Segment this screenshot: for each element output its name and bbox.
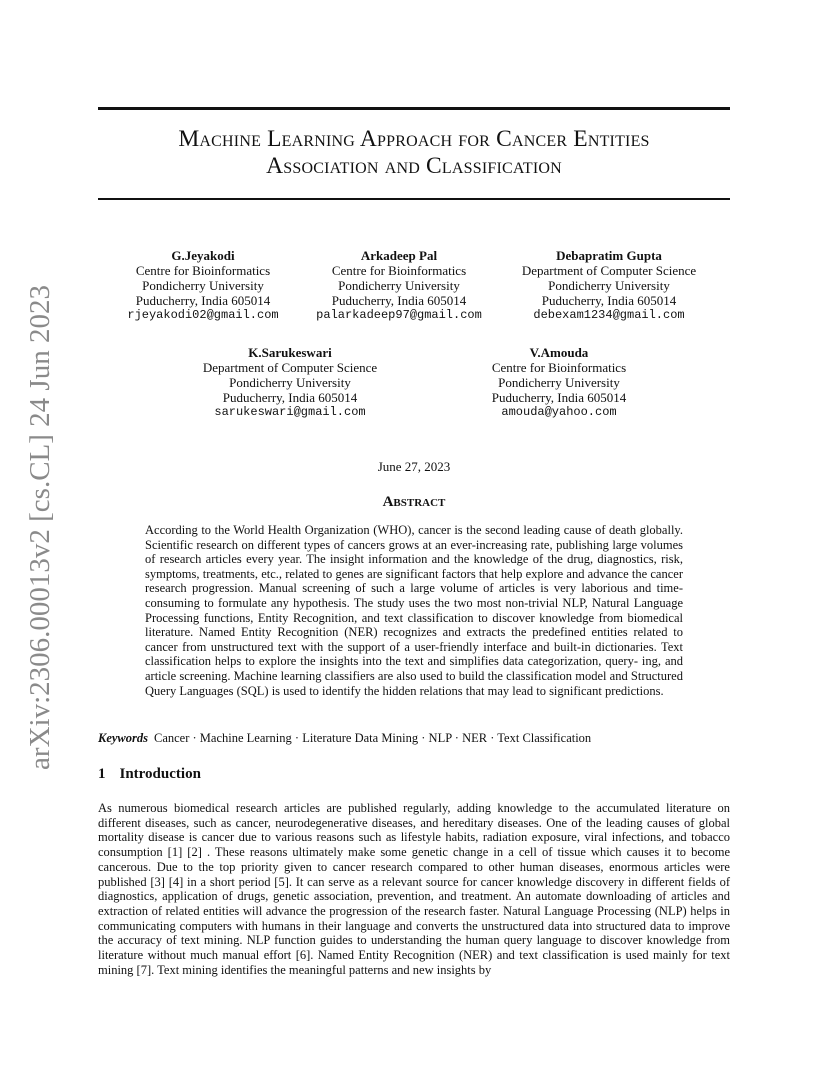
abstract-heading: Abstract [382, 494, 446, 510]
section-number: 1 [98, 766, 106, 782]
author-block [103, 248, 303, 323]
author-dept: Centre for Bioinformatics [491, 360, 627, 375]
author-dept: Department of Computer Science [202, 360, 378, 375]
title-rule-bottom [98, 198, 730, 200]
author-location: Puducherry, India 605014 [135, 293, 271, 308]
author-email[interactable]: palarkadeep97@gmail.com [316, 308, 482, 322]
title-line-2: Association and Classification [266, 153, 562, 179]
author-block [499, 248, 719, 323]
author-block [294, 248, 504, 323]
publication-date: June 27, 2023 [377, 459, 451, 474]
author-block [180, 345, 400, 420]
author-location: Puducherry, India 605014 [222, 390, 358, 405]
keywords-line [98, 731, 730, 746]
title-line-1: Machine Learning Approach for Cancer Entities [178, 126, 650, 152]
author-name: G.Jeyakodi [171, 248, 235, 263]
title-rule-top [98, 107, 730, 110]
author-location: Puducherry, India 605014 [491, 390, 627, 405]
author-univ: Pondicherry University [548, 278, 670, 293]
section-title: Introduction [119, 766, 201, 782]
author-univ: Pondicherry University [498, 375, 620, 390]
author-location: Puducherry, India 605014 [331, 293, 467, 308]
arxiv-sidebar [22, 284, 58, 770]
keywords-list: Cancer · Machine Learning · Literature Data Mining · NLP · NER · Text Classification [154, 731, 592, 745]
arxiv-identifier[interactable]: arXiv:2306.00013v2 [cs.CL] 24 Jun 2023 [23, 284, 56, 770]
author-email[interactable]: rjeyakodi02@gmail.com [127, 308, 279, 322]
paper-title [98, 126, 730, 180]
author-email[interactable]: sarukeswari@gmail.com [214, 405, 366, 419]
introduction-text: As numerous biomedical research articles are published regularly, adding knowledge to the accumulated literature on different diseases, such as cancer, neurodegenerative diseases, and hereditary diseases. One of the leading causes of global mortality disease is cancer due to various reasons such as lifestyle habits, radiation exposure, viral infections, and tobacco consumption [1] [2] . These reasons ultimately make some genetic change in a cell of tissue which causes it to become cancerous. Due to the top priority given to cancer research compared to other human diseases, enormous articles were published [3] [4] in a short period [5]. It can serve as a relevant source for cancer knowledge discovery in different fields of diagnostics, application of drugs, genetic association, prevention, and treatment. An automate downloading of articles and extraction of related entities will advance the progression of the research faster. Natural Language Processing (NLP) helps in communicating computers with humans in their language and converts the unstructured data into structured data to improve the accuracy of text mining. NLP function guides to understanding the human query language to discover knowledge from literature without much manual effort [6]. Named Entity Recognition (NER) and text classification is used mainly for text mining [7]. Text mining identifies the meaningful patterns and new insights by [98, 801, 730, 977]
author-univ: Pondicherry University [338, 278, 460, 293]
author-block [459, 345, 659, 420]
abstract-text: According to the World Health Organization (WHO), cancer is the second leading cause of death globally. Scientific research on different types of cancers grows at an ever-increasing rate, publishing large volumes of research articles every year. The insight information and the knowledge of the drug, diagnostics, risk, symptoms, treatments, etc., related to genes are significant factors that help explore and advance the cancer research progression. Manual screening of such a large volume of articles is very laborious and time-consuming to formulate any hypothesis. The study uses the two most non-trivial NLP, Natural Language Processing functions, Entity Recognition, and text classification to discover knowledge from biomedical literature. Named Entity Recognition (NER) recognizes and extracts the predefined entities related to cancer from unstructured text with the support of a user-friendly interface and built-in dictionaries. Text classification helps to explore the insights into the text and simplifies data categorization, query- ing, and article screening. Machine learning classifiers are also used to build the classification model and Structured Query Languages (SQL) is used to identify the hidden relations that may lead to significant predictions. [145, 523, 683, 698]
author-name: Debapratim Gupta [556, 248, 662, 263]
author-dept: Centre for Bioinformatics [331, 263, 467, 278]
section-heading [98, 766, 201, 783]
author-email[interactable]: debexam1234@gmail.com [533, 308, 685, 322]
author-name: V.Amouda [529, 345, 589, 360]
author-location: Puducherry, India 605014 [541, 293, 677, 308]
author-name: Arkadeep Pal [360, 248, 438, 263]
author-dept: Department of Computer Science [521, 263, 697, 278]
author-univ: Pondicherry University [229, 375, 351, 390]
keywords-label: Keywords [98, 731, 148, 745]
author-univ: Pondicherry University [142, 278, 264, 293]
author-name: K.Sarukeswari [248, 345, 332, 360]
author-email[interactable]: amouda@yahoo.com [501, 405, 617, 419]
author-dept: Centre for Bioinformatics [135, 263, 271, 278]
